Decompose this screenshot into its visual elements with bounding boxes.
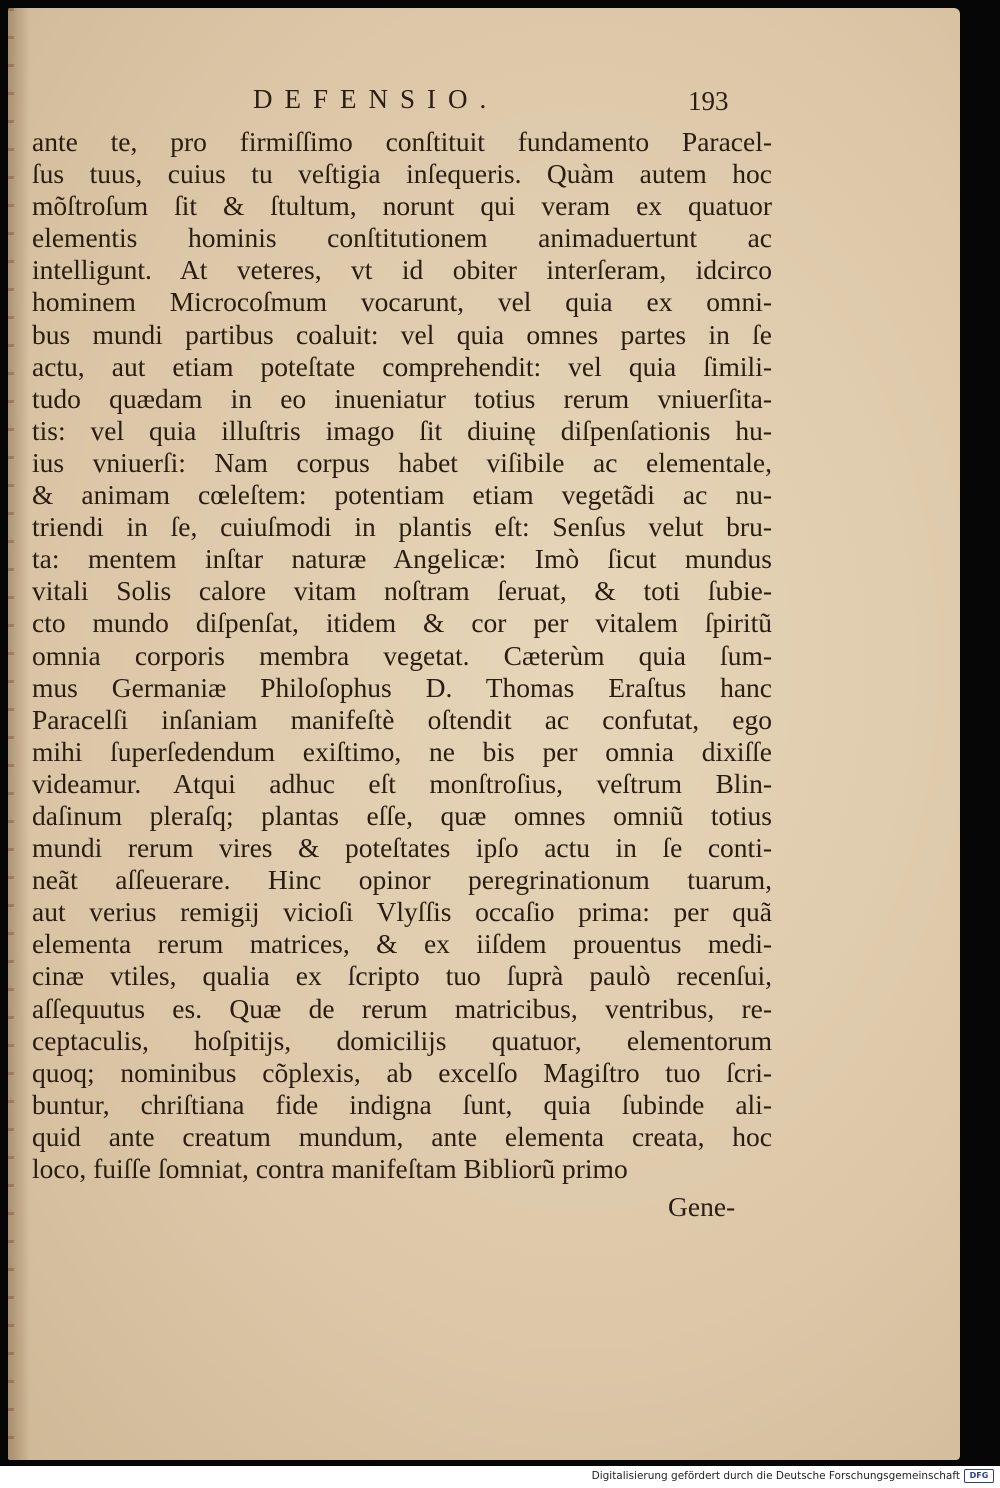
page-number: 193 [688, 86, 729, 116]
text-line: ceptaculis, hoſpitijs, domicilijs quatuor, elementorum [32, 1024, 772, 1056]
text-line: actu, aut etiam poteſtate comprehendit: vel quia ſimili- [32, 350, 772, 382]
catchword: Gene- [668, 1191, 736, 1222]
body-text [32, 126, 772, 1185]
text-line: triendi in ſe, cuiuſmodi in plantis eſt: Senſus velut bru- [32, 511, 772, 543]
text-line: ta: mentem inſtar naturæ Angelicæ: Imò ſicut mundus [32, 543, 772, 575]
text-line: bus mundi partibus coaluit: vel quia omnes partes in ſe [32, 318, 772, 350]
book-page [8, 8, 960, 1460]
text-line: quid ante creatum mundum, ante elementa creata, hoc [32, 1120, 772, 1152]
text-line: cinæ vtiles, qualia ex ſcripto tuo ſuprà paulò recenſui, [32, 960, 772, 992]
footer [0, 1466, 1000, 1488]
text-line: cto mundo diſpenſat, itidem & cor per vitalem ſpiritũ [32, 607, 772, 639]
text-line: vitali Solis calore vitam noſtram ſeruat, & toti ſubie- [32, 575, 772, 607]
text-line: neãt aſſeuerare. Hinc opinor peregrinationum tuarum, [32, 864, 772, 896]
text-line: intelligunt. At veteres, vt id obiter interſeram, idcirco [32, 254, 772, 286]
text-line: mihi ſuperſedendum exiſtimo, ne bis per omnia dixiſſe [32, 735, 772, 767]
text-line: hominem Microcoſmum vocarunt, vel quia ex omni- [32, 286, 772, 318]
spine-edge [8, 8, 14, 1460]
text-line: buntur, chriſtiana fide indigna ſunt, quia ſubinde ali- [32, 1088, 772, 1120]
text-line: videamur. Atqui adhuc eſt monſtroſius, veſtrum Blin- [32, 767, 772, 799]
text-line: ſus tuus, cuius tu veſtigia inſequeris. Quàm autem hoc [32, 158, 772, 190]
text-line: Paracelſi inſaniam manifeſtè oſtendit ac confutat, ego [32, 703, 772, 735]
dfg-logo: DFG [964, 1469, 994, 1483]
text-line: quoq; nominibus cõplexis, ab excelſo Magiſtro tuo ſcri- [32, 1056, 772, 1088]
text-line: tis: vel quia illuſtris imago ſit diuinę diſpenſationis hu- [32, 414, 772, 446]
text-line: mundi rerum vires & poteſtates ipſo actu in ſe conti- [32, 832, 772, 864]
text-line: omnia corporis membra vegetat. Cæterùm quia ſum- [32, 639, 772, 671]
text-line: mõſtroſum ſit & ſtultum, norunt qui veram ex quatuor [32, 190, 772, 222]
text-line: daſinum pleraſq; plantas eſſe, quæ omnes omniũ totius [32, 799, 772, 831]
text-line: & animam cœleſtem: potentiam etiam vegetãdi ac nu- [32, 479, 772, 511]
text-line: mus Germaniæ Philoſophus D. Thomas Eraſtus hanc [32, 671, 772, 703]
running-head: DEFENSIO. [253, 84, 499, 114]
dfg-credit: Digitalisierung gefördert durch die Deutsche Forschungsgemeinschaft [591, 1470, 960, 1482]
text-line: elementis hominis conſtitutionem animaduertunt ac [32, 222, 772, 254]
text-line: aſſequutus es. Quæ de rerum matricibus, ventribus, re- [32, 992, 772, 1024]
text-line: loco, fuiſſe ſomniat, contra manifeſtam Bibliorũ primo [32, 1153, 628, 1184]
text-line: aut verius remigij vicioſi Vlyſſis occaſio prima: per quã [32, 896, 772, 928]
text-line: tudo quædam in eo inueniatur totius rerum vniuerſita- [32, 382, 772, 414]
text-line: elementa rerum matrices, & ex iiſdem prouentus medi- [32, 928, 772, 960]
text-line: ius vniuerſi: Nam corpus habet viſibile ac elementale, [32, 446, 772, 478]
text-line: ante te, pro firmiſſimo conſtituit fundamento Paracel- [32, 126, 772, 157]
